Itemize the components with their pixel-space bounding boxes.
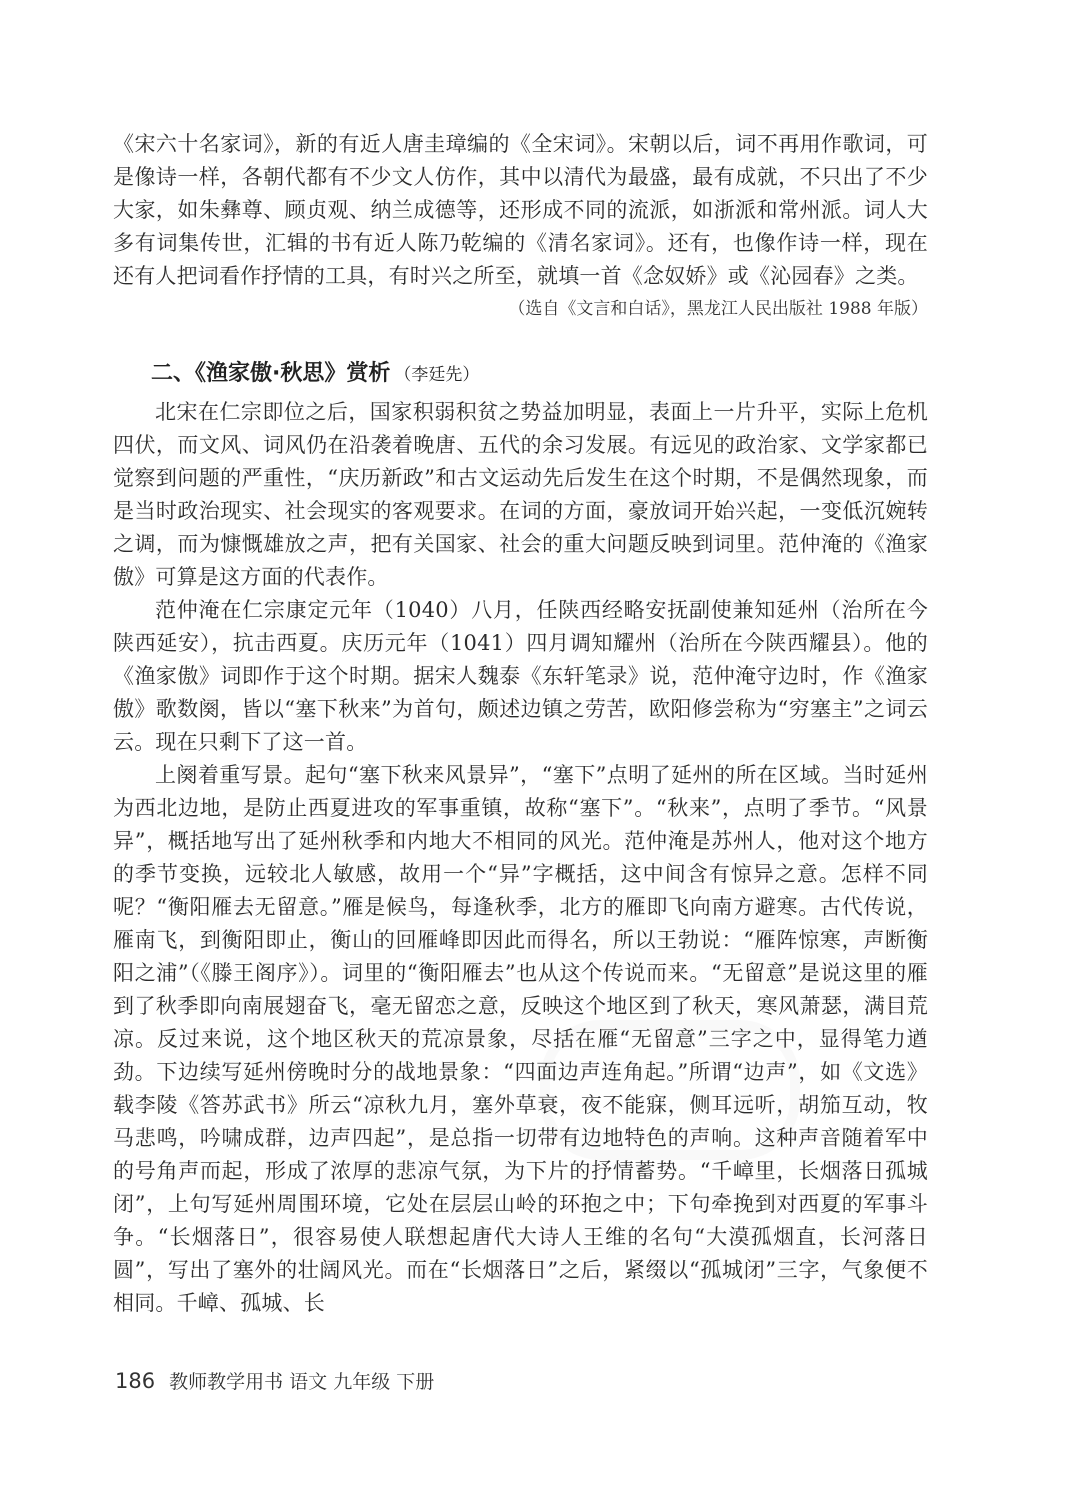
body-paragraph: 北宋在仁宗即位之后，国家积弱积贫之势益加明显，表面上一片升平，实际上危机四伏，而文风、词风仍在沿袭着晚唐、五代的余习发展。有远见的政治家、文学家都已觉察到问题的严重性，“庆历新政”和古文运动先后发生在这个时期，不是偶然现象，而是当时政治现实、社会现实的客观要求。在词的方面，豪放词开始兴起，一变低沉婉转之调，而为慷慨雄放之声，把有关国家、社会的重大问题反映到词里。范仲淹的《渔家傲》可算是这方面的代表作。 bbox=[113, 400, 928, 589]
source-note: （选自《文言和白话》，黑龙江人民出版社 1988 年版） bbox=[508, 299, 928, 319]
body-paragraph: 上阕着重写景。起句“塞下秋来风景异”，“塞下”点明了延州的所在区域。当时延州为西北边地，是防止西夏进攻的军事重镇，故称“塞下”。“秋来”，点明了季节。“风景异”，概括地写出了延州秋季和内地大不相同的风光。范仲淹是苏州人，他对这个地方的季节变换，远较北人敏感，故用一个“异”字概括，这中间含有惊异之意。怎样不同呢？“衡阳雁去无留意。”雁是候鸟，每逢秋季，北方的雁即飞向南方避寒。古代传说，雁南飞，到衡阳即止，衡山的回雁峰即因此而得名，所以王勃说：“雁阵惊寒，声断衡阳之浦”（《滕王阁序》）。词里的“衡阳雁去”也从这个传说而来。“无留意”是说这里的雁到了秋季即向南展翅奋飞，毫无留恋之意，反映这个地区到了秋天，寒风萧瑟，满目荒凉。反过来说，这个地区秋天的荒凉景象，尽括在雁“无留意”三字之中，显得笔力遒劲。下边续写延州傍晚时分的战地景象：“四面边声连角起。”所谓“边声”，如《文选》载李陵《答苏武书》所云“凉秋九月，塞外草衰，夜不能寐，侧耳远听，胡笳互动，牧马悲鸣，吟啸成群，边声四起”，是总指一切带有边地特色的声响。这种声音随着军中的号角声而起，形成了浓厚的悲凉气氛，为下片的抒情蓄势。“千嶂里，长烟落日孤城闭”，上句写延州周围环境，它处在层层山岭的环抱之中；下句牵挽到对西夏的军事斗争。“长烟落日”，很容易使人联想起唐代大诗人王维的名句“大漠孤烟直，长河落日圆”，写出了塞外的壮阔风光。而在“长烟落日”之后，紧缀以“孤城闭”三字，气象便不相同。千嶂、孤城、长 bbox=[113, 763, 928, 1315]
section-title: 二、《渔家傲·秋思》赏析 bbox=[151, 361, 391, 386]
section-author: （李廷先） bbox=[394, 365, 480, 385]
page-content bbox=[113, 128, 928, 1320]
page-footer bbox=[115, 1367, 434, 1394]
intro-paragraph: 《宋六十名家词》，新的有近人唐圭璋编的《全宋词》。宋朝以后，词不再用作歌词，可是像诗一样，各朝代都有不少文人仿作，其中以清代为最盛，最有成就，不只出了不少大家，如朱彝尊、顾贞观、纳兰成德等，还形成不同的流派，如浙派和常州派。词人大多有词集传世，汇辑的书有近人陈乃乾编的《清名家词》。还有，也像作诗一样，现在还有人把词看作抒情的工具，有时兴之所至，就填一首《念奴娇》或《沁园春》之类。 bbox=[113, 132, 928, 288]
body-paragraph: 范仲淹在仁宗康定元年（1040）八月，任陕西经略安抚副使兼知延州（治所在今陕西延安），抗击西夏。庆历元年（1041）四月调知耀州（治所在今陕西耀县）。他的《渔家傲》词即作于这个时期。据宋人魏泰《东轩笔录》说，范仲淹守边时，作《渔家傲》歌数阕，皆以“塞下秋来”为首句，颇述边镇之劳苦，欧阳修尝称为“穷塞主”之词云云。现在只剩下了这一首。 bbox=[113, 598, 928, 754]
page-number: 186 bbox=[115, 1369, 156, 1393]
section-heading bbox=[151, 357, 928, 392]
book-title: 教师教学用书 语文 九年级 下册 bbox=[169, 1371, 435, 1393]
